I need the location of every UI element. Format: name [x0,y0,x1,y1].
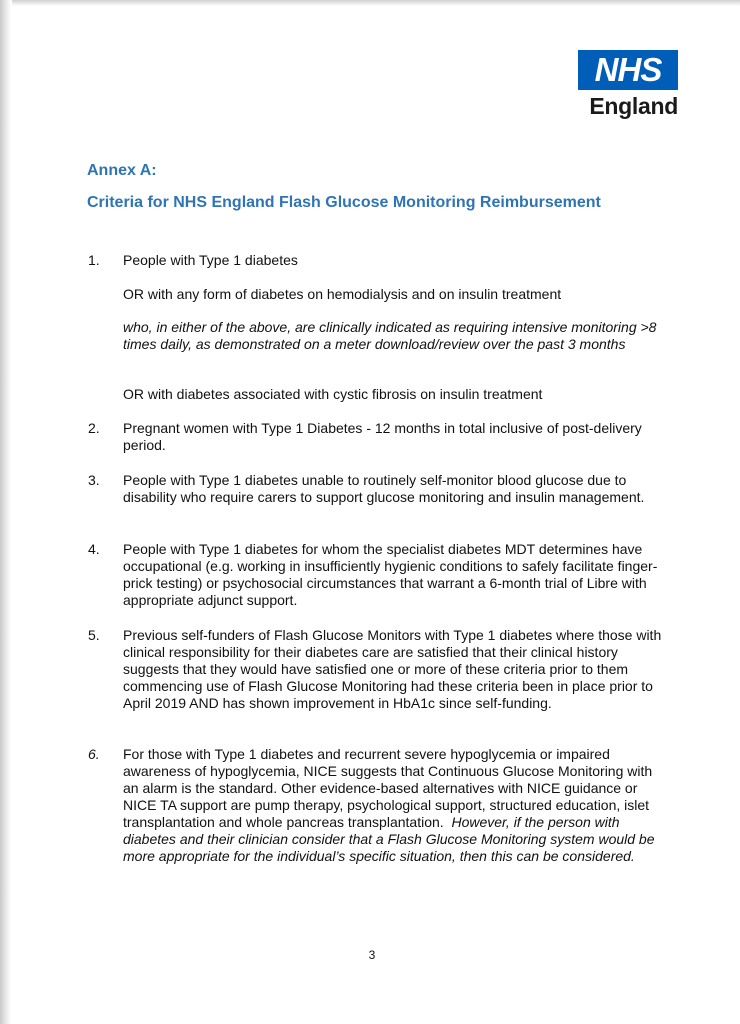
criteria-number: 1. [88,252,100,268]
criteria-number: 6. [88,746,100,762]
criteria-number: 5. [88,627,100,643]
criteria-number: 3. [88,472,100,488]
criteria-text-regular: For those with Type 1 diabetes and recurrent severe hypoglycemia or impaired awareness of hypoglycemia, NICE suggests that Continuous Glucose Monitoring with an alarm is the standard. Other evidence-based alternatives with NICE guidance or NICE TA support are pump therapy, psychological support, structured education, islet transplantation and whole pancreas transplantation. [123,746,653,830]
nhs-logo-region: England [589,93,678,119]
criteria-text-italic: who, in either of the above, are clinically indicated as requiring intensive monitoring >8 times daily, as demonstrated on a meter download/review over the past 3 months [123,319,657,352]
criteria-text: People with Type 1 diabetes for whom the specialist diabetes MDT determines have occupational (e.g. working in insufficiently hygienic conditions to safely facilitate finger-prick testing) or psychosocial circumstances that warrant a 6-month trial of Libre with appropriate adjunct support. [123,541,658,608]
criteria-text: Pregnant women with Type 1 Diabetes - 12 months in total inclusive of post-delivery period. [123,420,642,453]
criteria-text: OR with any form of diabetes on hemodialysis and on insulin treatment [123,286,562,302]
criteria-number: 2. [88,420,100,436]
nhs-england-logo [574,50,678,120]
criteria-text-italic: However, if the person with diabetes and their clinician consider that a Flash Glucose Monitoring system would be more appropriate for the individual’s specific situation, then this can be considered. [123,814,655,864]
criteria-text: People with Type 1 diabetes unable to routinely self-monitor blood glucose due to disability who require carers to support glucose monitoring and insulin management. [123,472,645,505]
annex-title: Annex A: [87,162,157,179]
page-left-shadow [0,0,12,1024]
criteria-text: Previous self-funders of Flash Glucose Monitors with Type 1 diabetes where those with clinical responsibility for their diabetes care are satisfied that their clinical history suggests that they would have satisfied one or more of these criteria prior to them commencing use of Flash Glucose Monitoring had these criteria been in place prior to April 2019 AND has shown improvement in HbA1c since self-funding. [123,627,662,711]
annex-subtitle: Criteria for NHS England Flash Glucose Monitoring Reimbursement [87,194,601,211]
criteria-text [123,746,663,865]
criteria-number: 4. [88,541,100,557]
criteria-text: OR with diabetes associated with cystic fibrosis on insulin treatment [123,386,543,402]
nhs-logo-mark: NHS [578,50,678,90]
page-number: 3 [368,948,376,962]
page-top-shadow [0,0,740,6]
criteria-text: People with Type 1 diabetes [123,252,298,268]
